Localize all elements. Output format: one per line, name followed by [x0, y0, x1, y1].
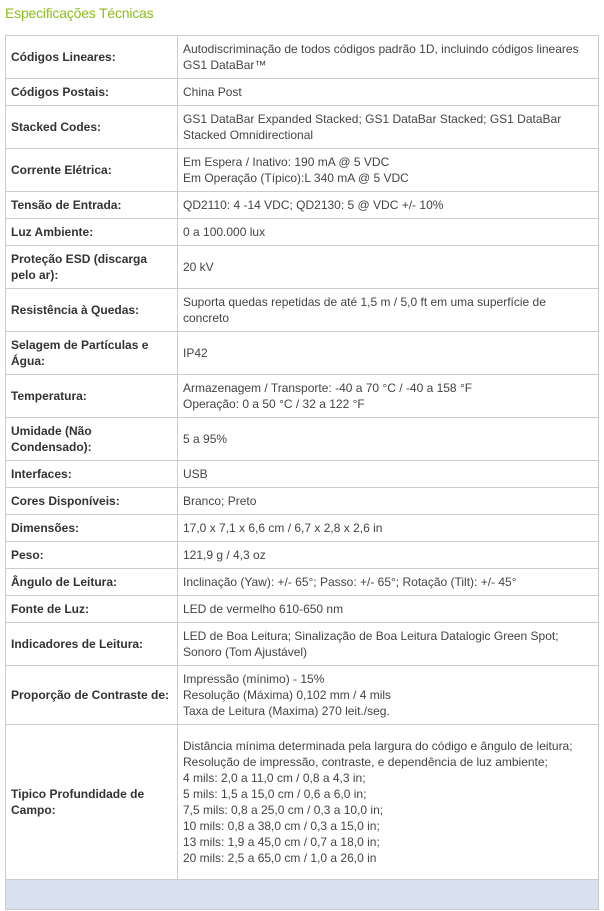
spec-row-linear-codes [6, 36, 599, 79]
table-footer-bar [6, 880, 599, 910]
spec-value-line: QD2110: 4 -14 VDC; QD2130: 5 @ VDC +/- 10% [183, 198, 444, 212]
spec-label: Peso: [6, 542, 178, 569]
spec-label: Luz Ambiente: [6, 219, 178, 246]
spec-label: Stacked Codes: [6, 106, 178, 149]
spec-value-line: China Post [183, 85, 242, 99]
spec-label: Códigos Lineares: [6, 36, 178, 79]
spec-value [178, 289, 599, 332]
spec-value [178, 623, 599, 666]
spec-value-line: Autodiscriminação de todos códigos padrão 1D, incluindo códigos lineares GS1 DataBar™ [183, 42, 579, 72]
spec-label: Resistência à Quedas: [6, 289, 178, 332]
spec-label: Dimensões: [6, 515, 178, 542]
spec-value [178, 418, 599, 461]
spec-value-line: 7,5 mils: 0,8 a 25,0 cm / 0,3 a 10,0 in; [183, 803, 384, 817]
spec-value-line: Suporta quedas repetidas de até 1,5 m / 5,0 ft em uma superfície de concreto [183, 295, 546, 325]
spec-row-weight [6, 542, 599, 569]
spec-value-line: 10 mils: 0,8 a 38,0 cm / 0,3 a 15,0 in; [183, 819, 380, 833]
spec-value [178, 106, 599, 149]
spec-value-line: GS1 DataBar Expanded Stacked; GS1 DataBar Stacked; GS1 DataBar Stacked Omnidirectional [183, 112, 562, 142]
spec-value [178, 596, 599, 623]
section-title: Especificações Técnicas [5, 5, 154, 21]
spec-row-stacked-codes [6, 106, 599, 149]
spec-value-line: LED de Boa Leitura; Sinalização de Boa Leitura Datalogic Green Spot; Sonoro (Tom Ajustável) [183, 629, 559, 659]
spec-value [178, 332, 599, 375]
spec-value-line: 20 kV [183, 260, 214, 274]
spec-value-line: LED de vermelho 610-650 nm [183, 602, 344, 616]
spec-label: Tensão de Entrada: [6, 192, 178, 219]
spec-value-line: 5 mils: 1,5 a 15,0 cm / 0,6 a 6,0 in; [183, 787, 367, 801]
spec-value-line: Inclinação (Yaw): +/- 65°; Passo: +/- 65°; Rotação (Tilt): +/- 45° [183, 575, 517, 589]
spec-row-interfaces [6, 461, 599, 488]
spec-value [178, 569, 599, 596]
spec-row-temperature [6, 375, 599, 418]
spec-value-line: Distância mínima determinada pela largura do código e ângulo de leitura; [183, 739, 573, 753]
spec-row-reading-angle [6, 569, 599, 596]
spec-row-current [6, 149, 599, 192]
spec-label: Selagem de Partículas e Água: [6, 332, 178, 375]
spec-value-line: Em Espera / Inativo: 190 mA @ 5 VDC [183, 155, 390, 169]
spec-value-line: Impressão (mínimo) - 15% [183, 672, 325, 686]
spec-value-line: USB [183, 467, 208, 481]
specs-table [5, 35, 599, 910]
spec-value [178, 488, 599, 515]
spec-label: Umidade (Não Condensado): [6, 418, 178, 461]
spec-label: Códigos Postais: [6, 79, 178, 106]
spec-value-line: 13 mils: 1,9 a 45,0 cm / 0,7 a 18,0 in; [183, 835, 380, 849]
spec-value-line: Armazenagem / Transporte: -40 a 70 °C / -40 a 158 °F [183, 381, 473, 395]
spec-row-colors [6, 488, 599, 515]
spec-label: Proteção ESD (discarga pelo ar): [6, 246, 178, 289]
spec-value [178, 79, 599, 106]
spec-value-line: Branco; Preto [183, 494, 257, 508]
spec-value [178, 461, 599, 488]
spec-value [178, 515, 599, 542]
spec-label: Fonte de Luz: [6, 596, 178, 623]
spec-value [178, 36, 599, 79]
spec-value [178, 149, 599, 192]
spec-value-line: 0 a 100.000 lux [183, 225, 266, 239]
spec-value [178, 725, 599, 880]
spec-value [178, 246, 599, 289]
spec-label: Cores Disponíveis: [6, 488, 178, 515]
spec-value-line: 4 mils: 2,0 a 11,0 cm / 0,8 a 4,3 in; [183, 771, 366, 785]
spec-row-humidity [6, 418, 599, 461]
spec-label: Interfaces: [6, 461, 178, 488]
spec-row-ambient-light [6, 219, 599, 246]
spec-row-esd [6, 246, 599, 289]
spec-value [178, 192, 599, 219]
spec-label: Corrente Elétrica: [6, 149, 178, 192]
spec-value-line: 17,0 x 7,1 x 6,6 cm / 6,7 x 2,8 x 2,6 in [183, 521, 383, 535]
spec-value-line: Resolução de impressão, contraste, e dependência de luz ambiente; [183, 755, 548, 769]
spec-value [178, 219, 599, 246]
spec-value-line: 20 mils: 2,5 a 65,0 cm / 1,0 a 26,0 in [183, 851, 377, 865]
spec-row-input-voltage [6, 192, 599, 219]
spec-value [178, 542, 599, 569]
spec-label: Ângulo de Leitura: [6, 569, 178, 596]
spec-row-light-source [6, 596, 599, 623]
spec-value [178, 666, 599, 725]
spec-row-drop-resistance [6, 289, 599, 332]
spec-row-sealing [6, 332, 599, 375]
spec-label: Indicadores de Leitura: [6, 623, 178, 666]
spec-value-line: 5 a 95% [183, 432, 228, 446]
spec-value-line: Operação: 0 a 50 °C / 32 a 122 °F [183, 397, 365, 411]
spec-row-dimensions [6, 515, 599, 542]
spec-value-line: Resolução (Máxima) 0,102 mm / 4 mils [183, 688, 392, 702]
spec-label: Proporção de Contraste de: [6, 666, 178, 725]
spec-value-line: Em Operação (Típico):L 340 mA @ 5 VDC [183, 171, 409, 185]
table-footer-cell [6, 880, 599, 910]
spec-row-postal-codes [6, 79, 599, 106]
spec-label: Tipico Profundidade de Campo: [6, 725, 178, 880]
spec-value [178, 375, 599, 418]
spec-value-line: Taxa de Leitura (Maxima) 270 leit./seg. [183, 704, 390, 718]
spec-value-line: IP42 [183, 346, 208, 360]
spec-row-depth-of-field [6, 725, 599, 880]
spec-label: Temperatura: [6, 375, 178, 418]
spec-row-contrast [6, 666, 599, 725]
spec-value-line: 121,9 g / 4,3 oz [183, 548, 266, 562]
spec-row-read-indicators [6, 623, 599, 666]
specs-table-body [6, 36, 599, 910]
